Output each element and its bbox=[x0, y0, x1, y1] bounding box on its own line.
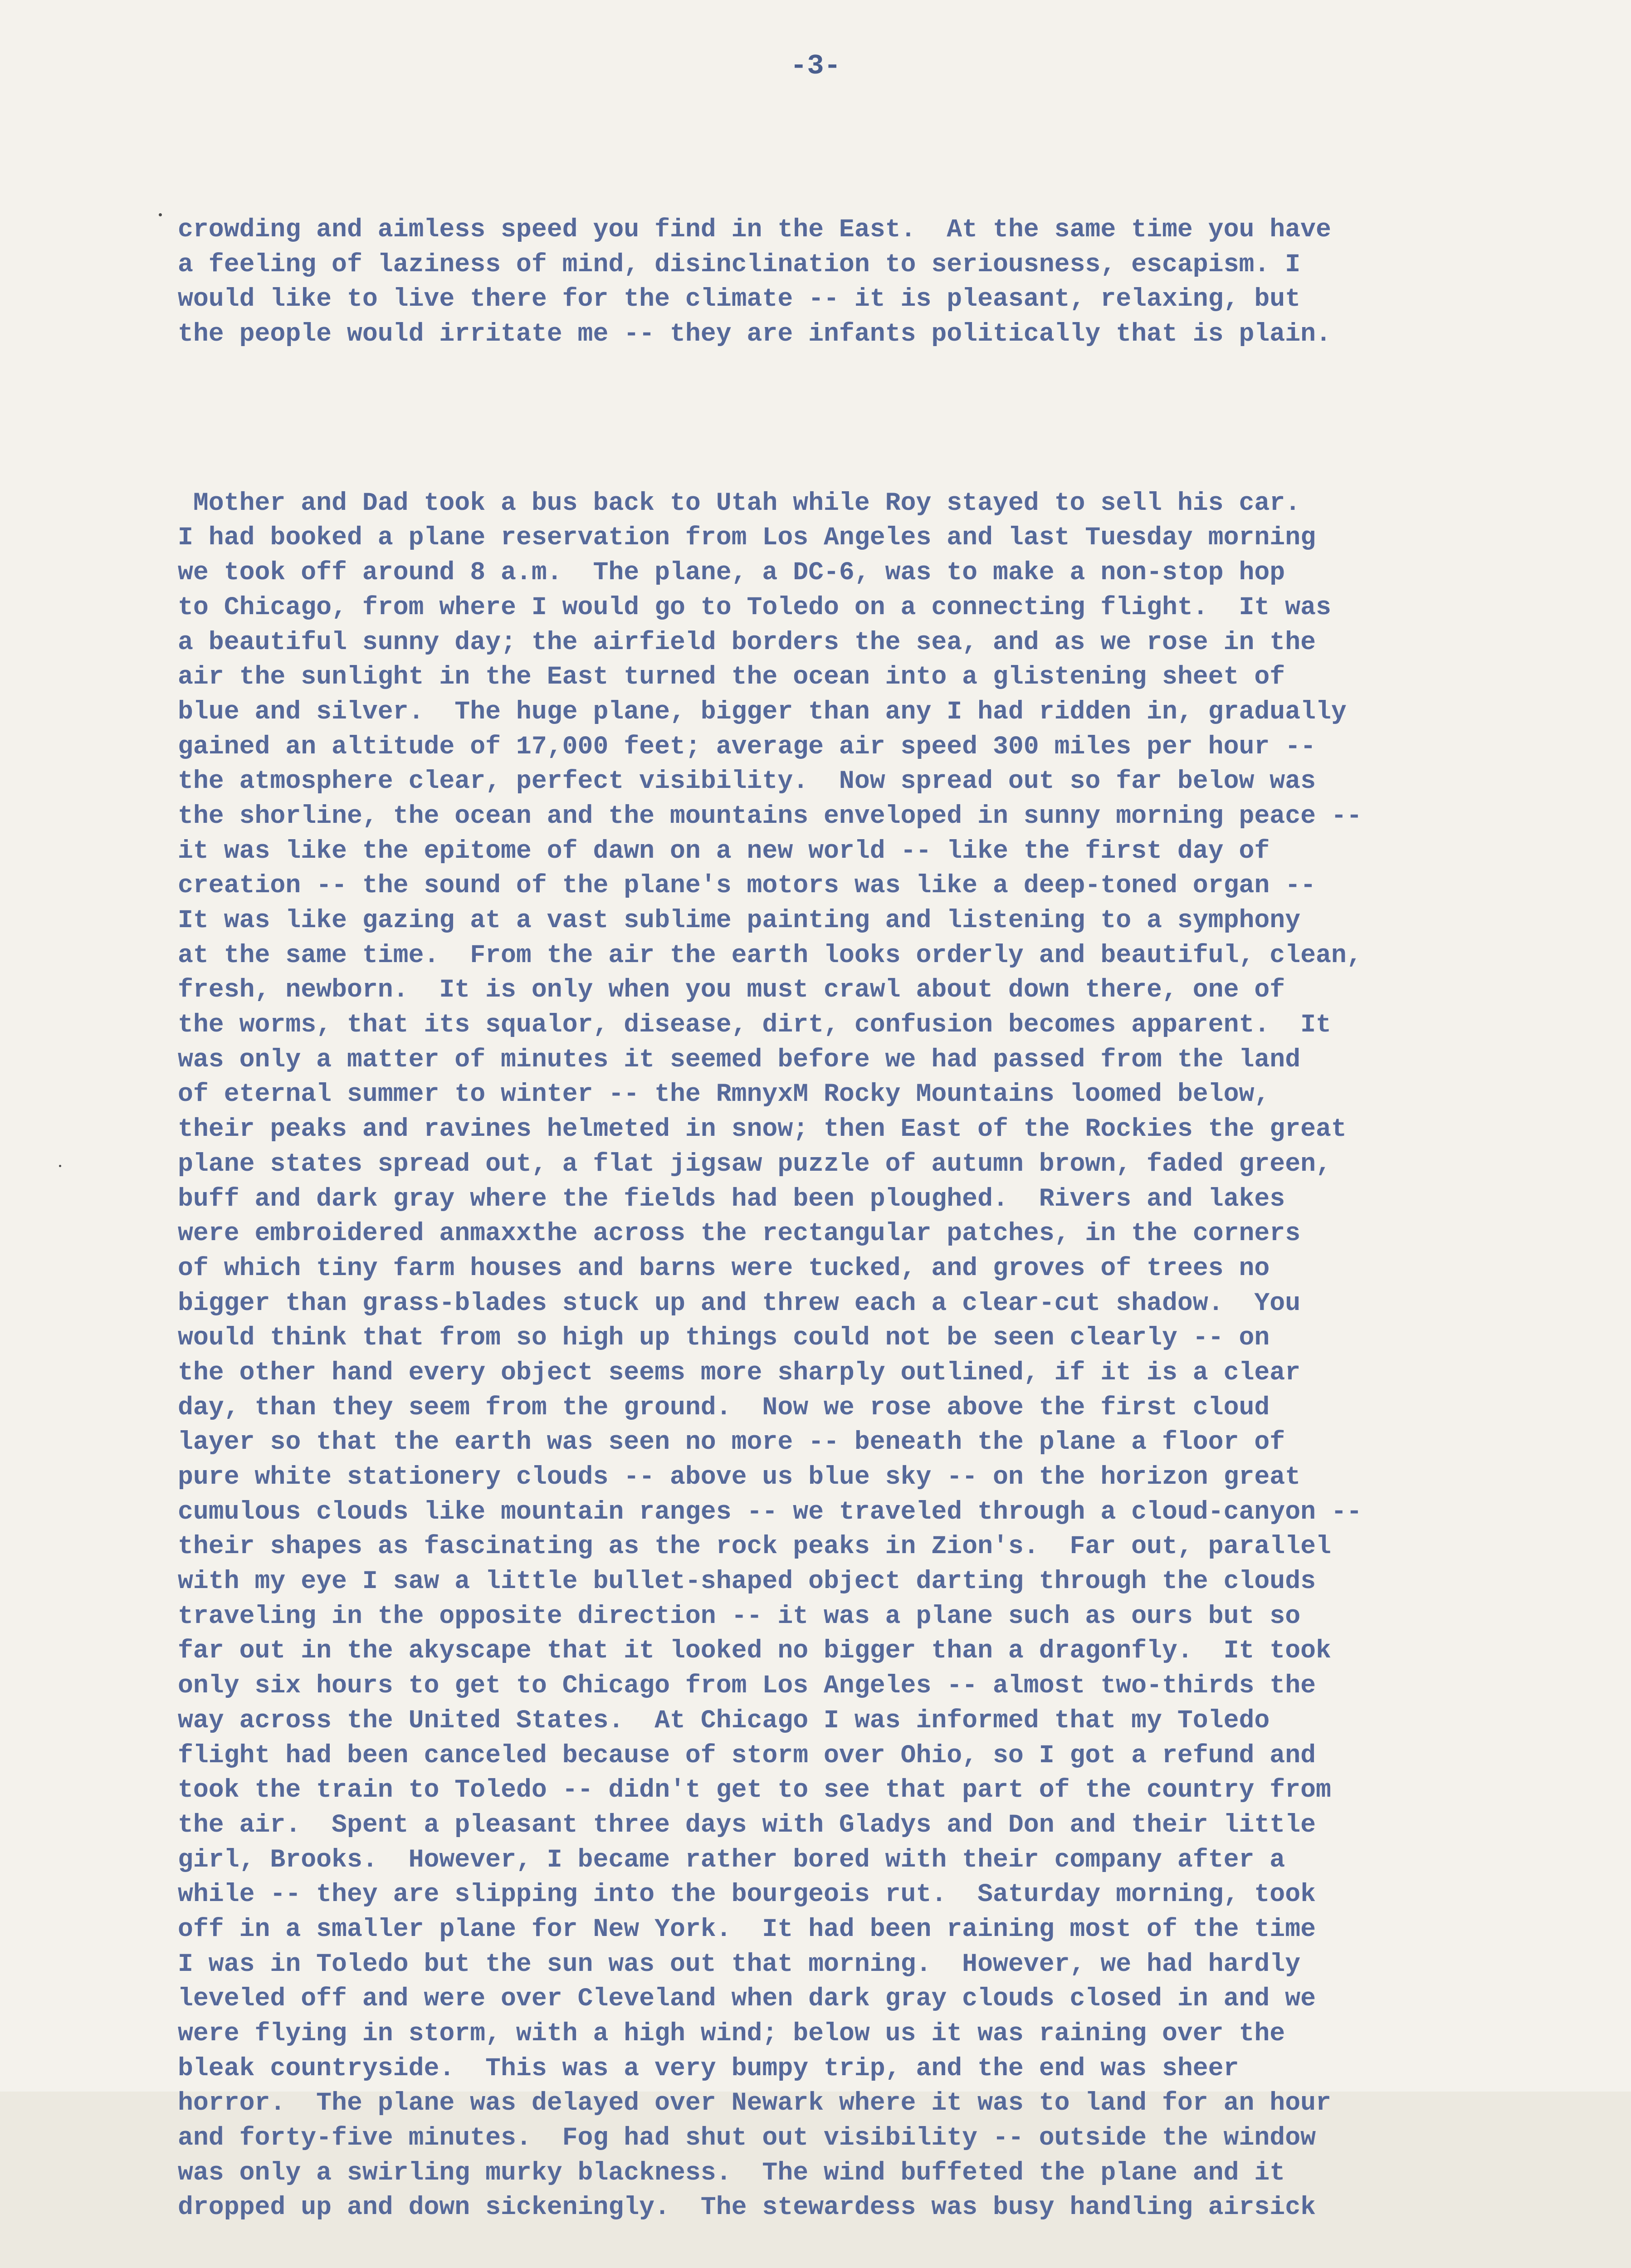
text-line: their peaks and ravines helmeted in snow; then East of the Rockies the great bbox=[178, 1114, 1347, 1144]
text-line: the worms, that its squalor, disease, dirt, confusion becomes apparent. It bbox=[178, 1010, 1331, 1040]
text-line: would think that from so high up things could not be seen clearly -- on bbox=[178, 1323, 1270, 1353]
text-line: we took off around 8 a.m. The plane, a DC-6, was to make a non-stop hop bbox=[178, 558, 1285, 587]
text-line: of which tiny farm houses and barns were tucked, and groves of trees no bbox=[178, 1253, 1270, 1283]
margin-mark bbox=[59, 1165, 61, 1167]
text-line: cumulous clouds like mountain ranges -- we traveled through a cloud-canyon -- bbox=[178, 1497, 1362, 1526]
text-line: were embroidered anmaxxthe across the rectangular patches, in the corners bbox=[178, 1219, 1301, 1248]
text-line: and forty-five minutes. Fog had shut out visibility -- outside the window bbox=[178, 2123, 1316, 2153]
text-line: with my eye I saw a little bullet-shaped object darting through the clouds bbox=[178, 1567, 1316, 1596]
text-line: blue and silver. The huge plane, bigger than any I had ridden in, gradually bbox=[178, 697, 1347, 726]
text-line: plane states spread out, a flat jigsaw puzzle of autumn brown, faded green, bbox=[178, 1149, 1331, 1178]
text-line: girl, Brooks. However, I became rather bored with their company after a bbox=[178, 1845, 1285, 1874]
text-line: the atmosphere clear, perfect visibility. Now spread out so far below was bbox=[178, 767, 1316, 796]
text-line: layer so that the earth was seen no more -- beneath the plane a floor of bbox=[178, 1427, 1285, 1457]
text-line: bigger than grass-blades stuck up and threw each a clear-cut shadow. You bbox=[178, 1288, 1301, 1318]
text-line: air the sunlight in the East turned the ocean into a glistening sheet of bbox=[178, 662, 1285, 692]
text-line: traveling in the opposite direction -- it was a plane such as ours but so bbox=[178, 1601, 1301, 1631]
text-line: while -- they are slipping into the bourgeois rut. Saturday morning, took bbox=[178, 1880, 1316, 1909]
text-line: gained an altitude of 17,000 feet; average air speed 300 miles per hour -- bbox=[178, 732, 1316, 761]
text-line: crowding and aimless speed you find in the East. At the same time you have bbox=[178, 215, 1331, 244]
text-line: far out in the akyscape that it looked no bigger than a dragonfly. It took bbox=[178, 1636, 1331, 1666]
paragraph-spacer bbox=[178, 410, 1629, 428]
text-line: It was like gazing at a vast sublime painting and listening to a symphony bbox=[178, 906, 1301, 935]
text-line: were flying in storm, with a high wind; below us it was raining over the bbox=[178, 2019, 1285, 2048]
text-line: was only a swirling murky blackness. The wind buffeted the plane and it bbox=[178, 2158, 1285, 2187]
text-line: of eternal summer to winter -- the RmnyxM Rocky Mountains loomed below, bbox=[178, 1080, 1270, 1109]
paragraph bbox=[178, 486, 1629, 2225]
text-line: pure white stationery clouds -- above us blue sky -- on the horizon great bbox=[178, 1462, 1301, 1491]
text-line: leveled off and were over Cleveland when dark gray clouds closed in and we bbox=[178, 1984, 1316, 2014]
text-line: dropped up and down sickeningly. The stewardess was busy handling airsick bbox=[178, 2193, 1316, 2222]
text-line: the people would irritate me -- they are infants politically that is plain. bbox=[178, 319, 1331, 349]
margin-mark bbox=[159, 213, 162, 216]
text-line: horror. The plane was delayed over Newark where it was to land for an hour bbox=[178, 2088, 1331, 2118]
text-line: it was like the epitome of dawn on a new world -- like the first day of bbox=[178, 836, 1270, 865]
text-line: day, than they seem from the ground. Now we rose above the first cloud bbox=[178, 1393, 1270, 1422]
text-line: I was in Toledo but the sun was out that morning. However, we had hardly bbox=[178, 1949, 1301, 1979]
text-line: I had booked a plane reservation from Los Angeles and last Tuesday morning bbox=[178, 523, 1316, 552]
text-line: way across the United States. At Chicago I was informed that my Toledo bbox=[178, 1706, 1270, 1735]
text-line: would like to live there for the climate -- it is pleasant, relaxing, but bbox=[178, 284, 1301, 314]
text-line: at the same time. From the air the earth looks orderly and beautiful, clean, bbox=[178, 940, 1362, 970]
text-line: was only a matter of minutes it seemed before we had passed from the land bbox=[178, 1045, 1301, 1074]
text-line: creation -- the sound of the plane's motors was like a deep-toned organ -- bbox=[178, 871, 1316, 900]
text-line: the other hand every object seems more sharply outlined, if it is a clear bbox=[178, 1358, 1301, 1387]
text-line: bleak countryside. This was a very bumpy trip, and the end was sheer bbox=[178, 2053, 1239, 2083]
letter-body bbox=[178, 154, 1629, 2268]
text-line: a feeling of laziness of mind, disinclination to seriousness, escapism. I bbox=[178, 249, 1301, 279]
paragraph bbox=[178, 212, 1629, 352]
text-line: off in a smaller plane for New York. It had been raining most of the time bbox=[178, 1914, 1316, 1944]
page-number: -3- bbox=[790, 50, 841, 82]
text-line: took the train to Toledo -- didn't get to see that part of the country from bbox=[178, 1775, 1331, 1805]
text-line: only six hours to get to Chicago from Los Angeles -- almost two-thirds the bbox=[178, 1671, 1316, 1701]
text-line: fresh, newborn. It is only when you must crawl about down there, one of bbox=[178, 975, 1285, 1005]
text-line: buff and dark gray where the fields had been ploughed. Rivers and lakes bbox=[178, 1184, 1285, 1213]
text-line: to Chicago, from where I would go to Toledo on a connecting flight. It was bbox=[178, 592, 1331, 622]
text-line: their shapes as fascinating as the rock peaks in Zion's. Far out, parallel bbox=[178, 1532, 1331, 1561]
text-line: a beautiful sunny day; the airfield borders the sea, and as we rose in the bbox=[178, 627, 1316, 657]
text-line: the shorline, the ocean and the mountains enveloped in sunny morning peace -- bbox=[178, 801, 1362, 831]
text-line: the air. Spent a pleasant three days with Gladys and Don and their little bbox=[178, 1810, 1316, 1839]
text-line: Mother and Dad took a bus back to Utah while Roy stayed to sell his car. bbox=[178, 488, 1301, 518]
text-line: flight had been canceled because of storm over Ohio, so I got a refund and bbox=[178, 1740, 1316, 1770]
